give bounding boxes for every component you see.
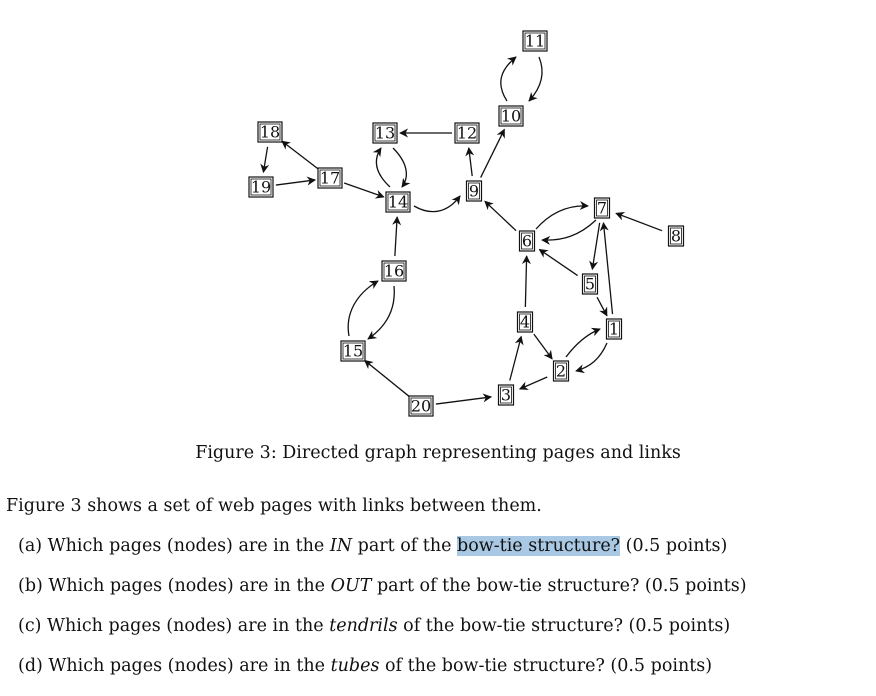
figure-caption: Figure 3: Directed graph representing pages and links [195, 443, 681, 463]
graph-node-5 [583, 274, 598, 294]
graph-node-19 [249, 177, 273, 197]
intro-text: Figure 3 shows a set of web pages with links between them. [6, 496, 542, 516]
selected-text[interactable]: bow-tie structure? [457, 536, 621, 556]
edge-19-17 [276, 180, 315, 185]
graph-node-8 [669, 226, 684, 246]
graph-node-label: 10 [500, 106, 522, 126]
edge-1-7 [603, 223, 612, 314]
graph-node-label: 11 [524, 31, 546, 51]
graph-node-label: 15 [342, 341, 364, 361]
edge-7-6 [542, 220, 596, 240]
edge-16-14 [395, 217, 397, 256]
graph-node-18 [258, 122, 282, 142]
graph-node-label: 6 [521, 231, 533, 251]
graph-node-label: 19 [250, 177, 272, 197]
graph-node-20 [409, 396, 433, 416]
graph-node-10 [499, 106, 523, 126]
graph-node-label: 9 [468, 181, 480, 201]
edge-3-4 [510, 337, 521, 381]
graph-node-label: 2 [555, 361, 567, 381]
edge-11-10 [529, 57, 542, 101]
graph-node-label: 3 [500, 385, 512, 405]
edge-1-2 [576, 343, 607, 371]
edge-10-11 [501, 57, 516, 101]
graph-node-11 [523, 31, 547, 51]
edge-17-14 [344, 183, 384, 197]
edge-16-15 [368, 286, 394, 339]
graph-node-6 [520, 231, 535, 251]
graph-node-1 [607, 319, 622, 339]
graph-node-label: 13 [374, 123, 396, 143]
graph-node-17 [318, 168, 342, 188]
graph-node-9 [467, 181, 482, 201]
edge-5-1 [597, 297, 607, 316]
edge-15-16 [348, 281, 378, 336]
graph-node-7 [595, 198, 610, 218]
graph-node-label: 18 [259, 122, 281, 142]
graph-node-12 [455, 123, 479, 143]
edge-9-12 [469, 148, 472, 176]
graph-node-label: 17 [319, 168, 341, 188]
edge-4-2 [534, 334, 552, 359]
edge-4-6 [525, 256, 526, 307]
graph-node-2 [554, 361, 569, 381]
graph-node-3 [499, 385, 514, 405]
edge-2-3 [520, 377, 548, 389]
graph-node-4 [518, 312, 533, 332]
graph-node-label: 12 [456, 123, 478, 143]
edge-17-18 [282, 141, 318, 169]
graph-node-label: 4 [519, 312, 531, 332]
question-b: (b) Which pages (nodes) are in the OUT part of the bow-tie structure? (0.5 points) [18, 576, 747, 596]
edge-8-7 [616, 213, 662, 230]
question-d: (d) Which pages (nodes) are in the tubes of the bow-tie structure? (0.5 points) [18, 656, 713, 676]
graph-node-label: 16 [383, 261, 405, 281]
edge-20-3 [436, 397, 491, 404]
edge-14-9 [414, 196, 460, 212]
edge-20-15 [365, 360, 410, 396]
edge-13-14 [393, 148, 406, 187]
graph-node-14 [386, 192, 410, 212]
edge-9-10 [481, 129, 505, 177]
graph-edges [263, 57, 662, 404]
graph-node-label: 7 [596, 198, 608, 218]
edge-18-19 [263, 147, 267, 172]
edge-6-7 [536, 206, 588, 229]
graph-node-label: 20 [410, 396, 432, 416]
edge-7-5 [592, 223, 599, 269]
edge-14-13 [376, 148, 390, 187]
question-c: (c) Which pages (nodes) are in the tendrils of the bow-tie structure? (0.5 points) [18, 616, 731, 636]
edge-6-9 [485, 201, 516, 230]
graph-node-16 [382, 261, 406, 281]
graph-node-label: 14 [387, 192, 409, 212]
graph-node-label: 8 [670, 226, 682, 246]
edge-2-1 [566, 329, 600, 357]
graph-node-label: 5 [584, 274, 596, 294]
question-a: (a) Which pages (nodes) are in the IN part of the bow-tie structure? (0.5 points) [18, 536, 728, 556]
edge-5-6 [539, 249, 577, 275]
graph-nodes [249, 31, 684, 416]
graph-node-13 [373, 123, 397, 143]
graph-node-label: 1 [608, 319, 620, 339]
graph-node-15 [341, 341, 365, 361]
